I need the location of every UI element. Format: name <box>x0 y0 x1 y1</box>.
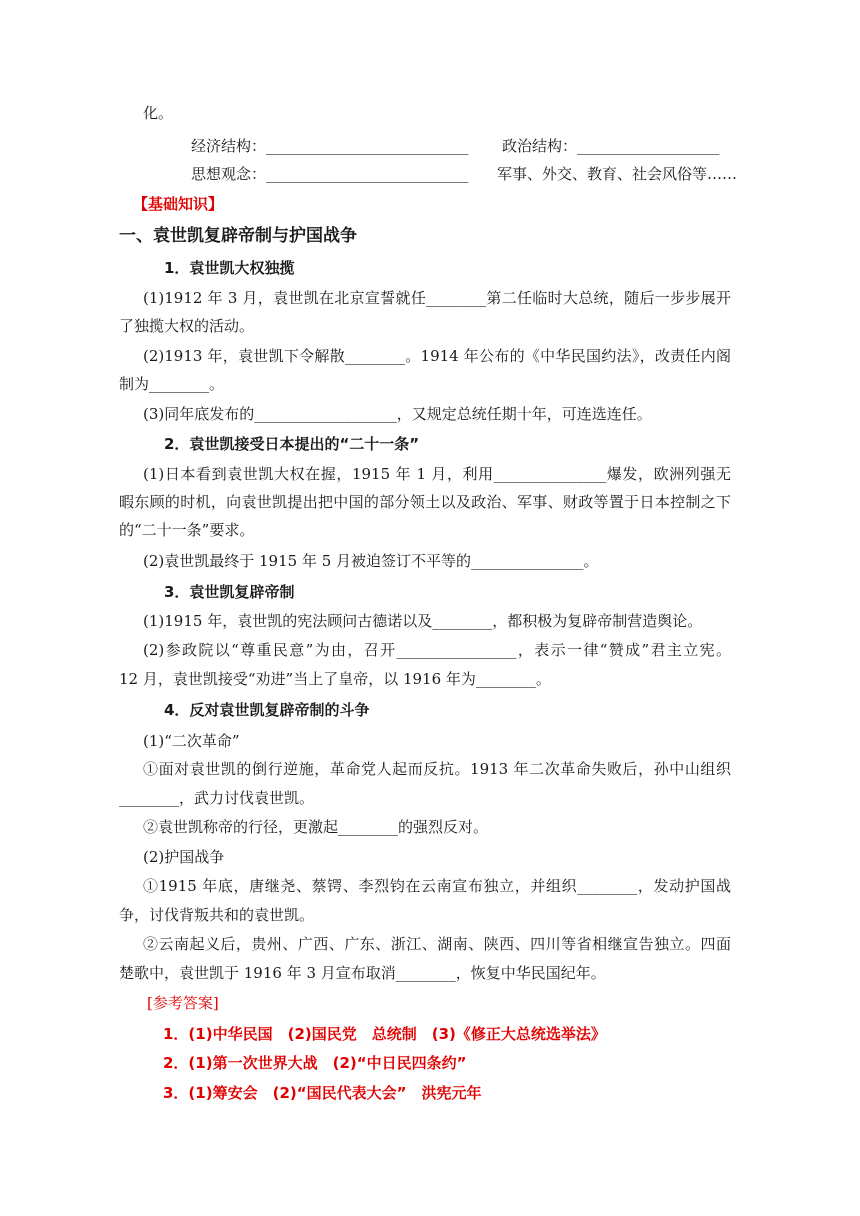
paragraph-line: (3)同年底发布的___________________，又规定总统任期十年，可连选连任。 <box>143 405 652 423</box>
paragraph-line: (2)护国战争 <box>143 848 225 866</box>
subheading-4: 4．反对袁世凯复辟帝制的斗争 <box>164 701 370 719</box>
paragraph-line: ②云南起义后，贵州、广西、广东、浙江、湖南、陕西、四川等省相继宣告独立。四面 <box>143 935 731 953</box>
paragraph-line: 楚歌中，袁世凯于 1916 年 3 月宣布取消________，恢复中华民国纪年。 <box>119 964 606 982</box>
paragraph-line: ①1915 年底，唐继尧、蔡锷、李烈钧在云南宣布独立，并组织________，发动护国战 <box>143 877 731 895</box>
paragraph-line: 的“二十一条”要求。 <box>119 521 255 539</box>
paragraph-line: (2)1913 年，袁世凯下令解散________。1914 年公布的《中华民国约法》，改责任内阁 <box>143 347 731 365</box>
paragraph-line: 制为________。 <box>119 375 225 393</box>
paragraph-line: (2)参政院以“尊重民意”为由，召开________________，表示一律“赞成”君主立宪。 <box>143 641 731 659</box>
paragraph-line: 12 月，袁世凯接受“劝进”当上了皇帝，以 1916 年为________。 <box>119 670 551 688</box>
others-field: 军事、外交、教育、社会风俗等…… <box>497 165 738 183</box>
economic-structure-field: 经济结构：___________________________ <box>191 137 469 155</box>
subheading-2: 2．袁世凯接受日本提出的“二十一条” <box>164 435 420 453</box>
paragraph-line: (1)“二次革命” <box>143 732 240 750</box>
answer-line: 3．(1)筹安会 (2)“国民代表大会” 洪宪元年 <box>163 1084 482 1102</box>
section-tag: 【基础知识】 <box>133 195 224 213</box>
paragraph-line: ②袁世凯称帝的行径，更激起________的强烈反对。 <box>143 818 489 836</box>
paragraph-line: ①面对袁世凯的倒行逆施，革命党人起而反抗。1913 年二次革命失败后，孙中山组织 <box>143 760 731 778</box>
paragraph-line: ________，武力讨伐袁世凯。 <box>119 789 315 807</box>
answers-title: [参考答案] <box>147 994 219 1012</box>
paragraph-line: (2)袁世凯最终于 1915 年 5 月被迫签订不平等的_______________。 <box>143 552 599 570</box>
thought-field: 思想观念：___________________________ <box>191 165 469 183</box>
paragraph-line: (1)1912 年 3 月，袁世凯在北京宣誓就任________第二任临时大总统，随后一步步展开 <box>143 289 731 307</box>
paragraph-line: (1)1915 年，袁世凯的宪法顾问古德诺以及________，都积极为复辟帝制营造舆论。 <box>143 612 703 630</box>
paragraph-line: 争，讨伐背叛共和的袁世凯。 <box>119 906 315 924</box>
paragraph-line: (1)日本看到袁世凯大权在握，1915 年 1 月，利用_______________爆发，欧洲列强无 <box>143 465 731 483</box>
subheading-1: 1．袁世凯大权独揽 <box>164 259 295 277</box>
paragraph-line: 了独揽大权的活动。 <box>119 317 255 335</box>
section-heading: 一、袁世凯复辟帝制与护国战争 <box>119 226 357 246</box>
intro-tail: 化。 <box>143 104 174 122</box>
paragraph-line: 暇东顾的时机，向袁世凯提出把中国的部分领土以及政治、军事、财政等置于日本控制之下 <box>119 493 731 511</box>
answer-line: 2．(1)第一次世界大战 (2)“中日民四条约” <box>163 1054 467 1072</box>
political-structure-field: 政治结构：___________________ <box>502 137 720 155</box>
subheading-3: 3．袁世凯复辟帝制 <box>164 583 295 601</box>
answer-line: 1．(1)中华民国 (2)国民党 总统制 (3)《修正大总统选举法》 <box>163 1025 606 1043</box>
